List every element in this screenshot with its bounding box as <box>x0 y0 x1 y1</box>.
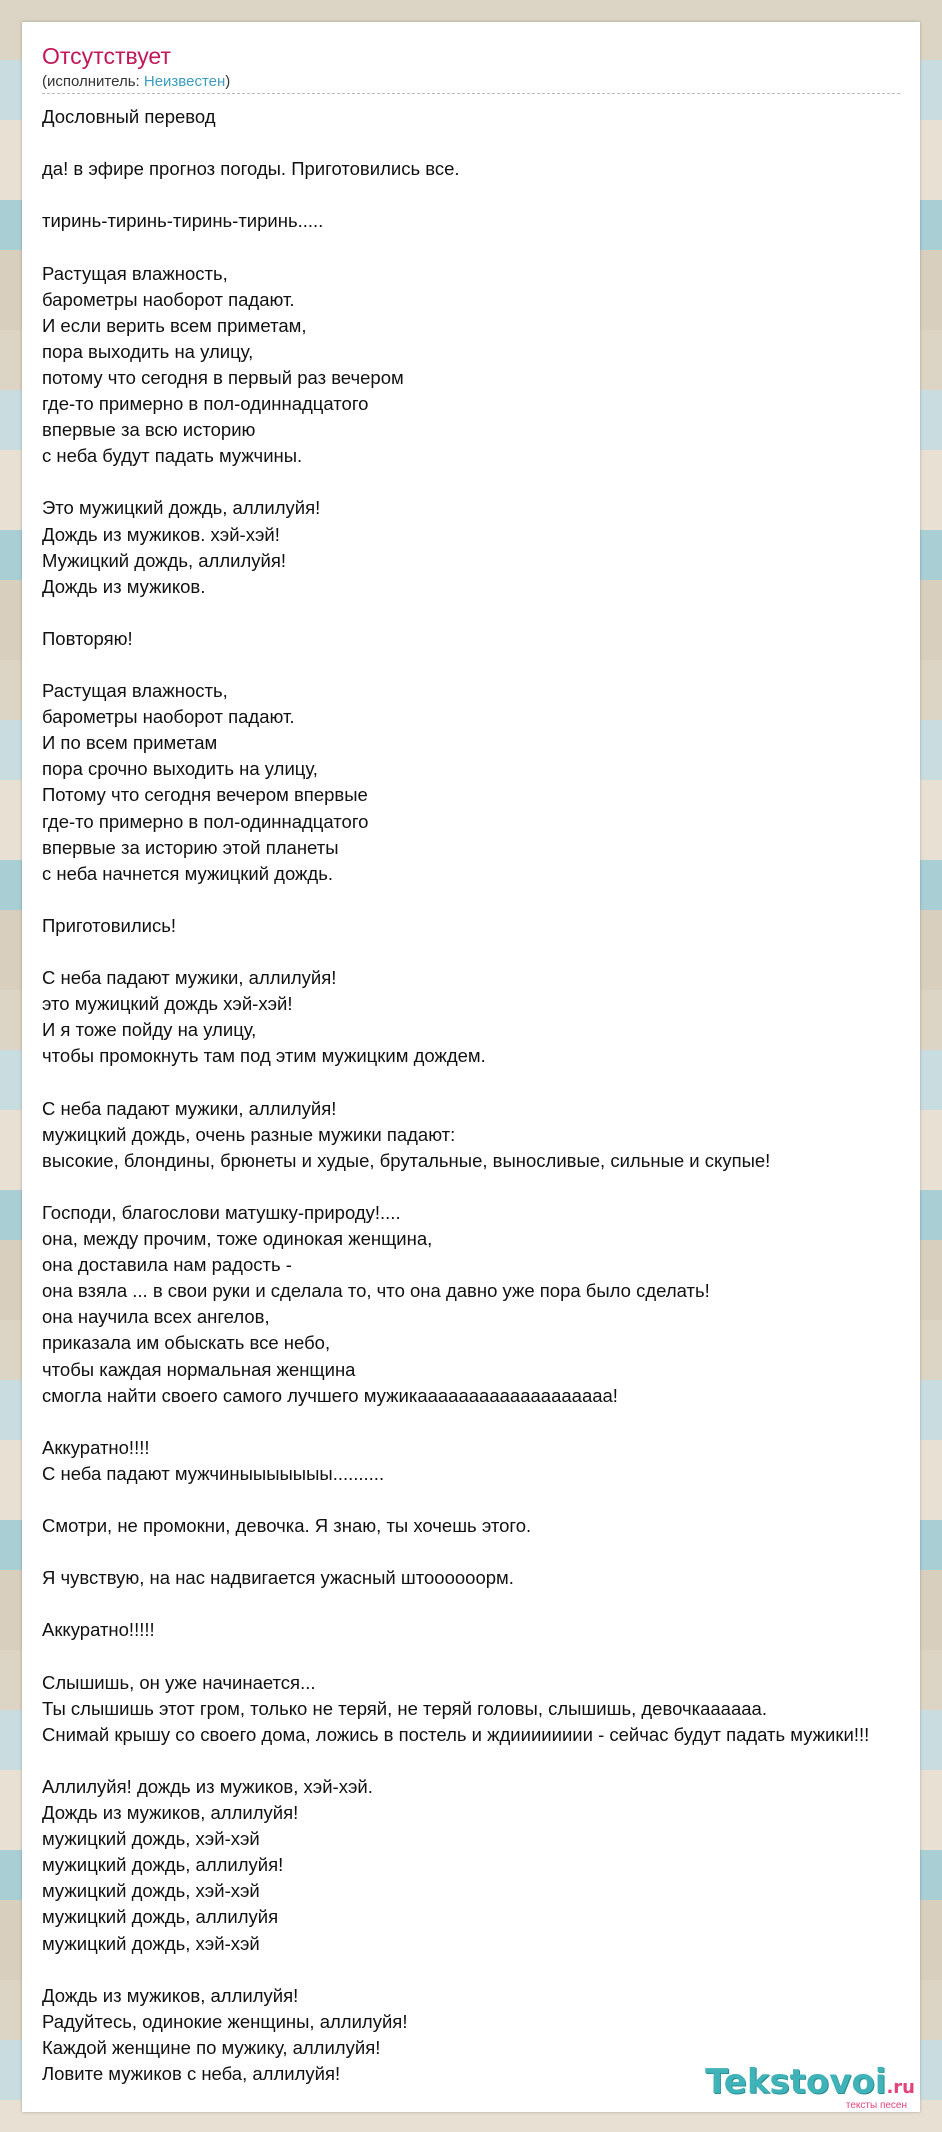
site-logo[interactable] <box>705 2062 915 2112</box>
lyrics-blank-line <box>42 1069 920 1095</box>
lyrics-line: мужицкий дождь, аллилуйя! <box>42 1854 284 1876</box>
lyrics-line: Растущая влажность, <box>42 262 228 284</box>
lyrics-line: пора срочно выходить на улицу, <box>42 758 318 780</box>
lyrics-blank-line <box>42 652 920 678</box>
lyrics-blank-line <box>42 469 920 495</box>
title-divider <box>42 93 900 94</box>
lyrics-line: И по всем приметам <box>42 732 218 754</box>
lyrics-blank-line <box>42 1957 920 1983</box>
lyrics-line: барометры наоборот падают. <box>42 288 295 310</box>
lyrics-line: И если верить всем приметам, <box>42 314 307 336</box>
lyrics-line: Дождь из мужиков. <box>42 575 206 597</box>
lyrics-line: чтобы промокнуть там под этим мужицким дождем. <box>42 1045 486 1067</box>
lyrics-blank-line <box>42 600 920 626</box>
lyrics-blank-line <box>42 1409 920 1435</box>
lyrics-line: где-то примерно в пол-одиннадцатого <box>42 810 369 832</box>
song-title: Отсутствует <box>42 43 171 69</box>
lyrics-line: мужицкий дождь, очень разные мужики падают: <box>42 1123 456 1145</box>
lyrics-line: Аккуратно!!!! <box>42 1436 150 1458</box>
lyrics-line: Аккуратно!!!!! <box>42 1619 155 1641</box>
lyrics-line: С неба падают мужики, аллилуйя! <box>42 967 337 989</box>
lyrics-blank-line <box>42 939 920 965</box>
lyrics-line: Дождь из мужиков, аллилуйя! <box>42 1984 299 2006</box>
lyrics-line: впервые за всю историю <box>42 419 256 441</box>
lyrics-line: Смотри, не промокни, девочка. Я знаю, ты хочешь этого. <box>42 1515 532 1537</box>
lyrics-line: она, между прочим, тоже одинокая женщина, <box>42 1228 433 1250</box>
lyrics-line: Растущая влажность, <box>42 680 228 702</box>
lyrics-line: где-то примерно в пол-одиннадцатого <box>42 393 369 415</box>
lyrics-line: Радуйтесь, одинокие женщины, аллилуйя! <box>42 2010 408 2032</box>
logo-tld: .ru <box>886 2077 915 2098</box>
lyrics-blank-line <box>42 1644 920 1670</box>
lyrics-line: Снимай крышу со своего дома, ложись в постель и ждииииииии - сейчас будут падать мужики!!! <box>42 1723 870 1745</box>
logo-name: Tekstovoi <box>705 2062 887 2102</box>
lyrics-line: Господи, благослови матушку-природу!.... <box>42 1201 401 1223</box>
lyrics-line: Мужицкий дождь, аллилуйя! <box>42 549 286 571</box>
lyrics-line: мужицкий дождь, хэй-хэй <box>42 1828 260 1850</box>
lyrics-line: потому что сегодня в первый раз вечером <box>42 366 404 388</box>
lyrics-line: Дословный перевод <box>42 106 216 127</box>
lyrics-line: это мужицкий дождь хэй-хэй! <box>42 993 293 1015</box>
artist-link[interactable]: Неизвестен <box>143 73 226 90</box>
lyrics-blank-line <box>42 1591 920 1617</box>
lyrics-line: тиринь-тиринь-тиринь-тиринь..... <box>42 210 324 232</box>
lyrics-line: Приготовились! <box>42 914 177 936</box>
lyrics-line: пора выходить на улицу, <box>42 340 254 362</box>
lyrics-line: она взяла ... в свои руки и сделала то, что она давно уже пора было сделать! <box>42 1280 710 1302</box>
lyrics-text <box>42 104 920 2087</box>
lyrics-blank-line <box>42 234 920 260</box>
lyrics-line: Я чувствую, на нас надвигается ужасный штоооооорм. <box>42 1567 514 1589</box>
song-page <box>22 22 920 2112</box>
lyrics-line: И я тоже пойду на улицу, <box>42 1019 257 1041</box>
lyrics-line: Слышишь, он уже начинается... <box>42 1671 316 1693</box>
lyrics-line: Аллилуйя! дождь из мужиков, хэй-хэй. <box>42 1776 373 1797</box>
lyrics-line: Ловите мужиков с неба, аллилуйя! <box>42 2063 341 2085</box>
lyrics-line: С неба падают мужчиныыыыыыы.......... <box>42 1462 385 1484</box>
lyrics-line: с неба начнется мужицкий дождь. <box>42 862 334 884</box>
lyrics-line: да! в эфире прогноз погоды. Приготовились все. <box>42 158 460 180</box>
lyrics-blank-line <box>42 1748 920 1774</box>
subtitle-prefix: (исполнитель: <box>42 73 144 90</box>
logo-tagline: тексты песен <box>845 2100 907 2111</box>
lyrics-line: она доставила нам радость - <box>42 1254 292 1276</box>
lyrics-line: барометры наоборот падают. <box>42 706 295 728</box>
lyrics-blank-line <box>42 1487 920 1513</box>
lyrics-line: Ты слышишь этот гром, только не теряй, не теряй головы, слышишь, девочкаааааа. <box>42 1697 767 1719</box>
lyrics-blank-line <box>42 130 920 156</box>
lyrics-line: мужицкий дождь, аллилуйя <box>42 1906 279 1928</box>
lyrics-line: чтобы каждая нормальная женщина <box>42 1358 356 1380</box>
subtitle-suffix: ) <box>225 73 231 90</box>
lyrics-blank-line <box>42 182 920 208</box>
lyrics-line: Повторяю! <box>42 627 133 649</box>
lyrics-line: Каждой женщине по мужику, аллилуйя! <box>42 2036 381 2058</box>
lyrics-line: высокие, блондины, брюнеты и худые, брутальные, выносливые, сильные и скупые! <box>42 1149 771 1171</box>
lyrics-line: она научила всех ангелов, <box>42 1306 270 1328</box>
song-subtitle <box>42 73 230 91</box>
lyrics-line: мужицкий дождь, хэй-хэй <box>42 1880 260 1902</box>
lyrics-blank-line <box>42 1174 920 1200</box>
lyrics-line: смогла найти своего самого лучшего мужикааааааааааааааааааа! <box>42 1384 618 1406</box>
lyrics-blank-line <box>42 887 920 913</box>
lyrics-blank-line <box>42 1539 920 1565</box>
lyrics-line: Потому что сегодня вечером впервые <box>42 784 368 806</box>
lyrics-line: С неба падают мужики, аллилуйя! <box>42 1097 337 1119</box>
lyrics-line: мужицкий дождь, хэй-хэй <box>42 1932 260 1954</box>
lyrics-line: с неба будут падать мужчины. <box>42 445 303 467</box>
lyrics-line: впервые за историю этой планеты <box>42 836 339 858</box>
lyrics-line: Дождь из мужиков. хэй-хэй! <box>42 523 280 545</box>
lyrics-line: Это мужицкий дождь, аллилуйя! <box>42 497 321 519</box>
lyrics-line: Дождь из мужиков, аллилуйя! <box>42 1802 299 1824</box>
lyrics-line: приказала им обыскать все небо, <box>42 1332 331 1354</box>
